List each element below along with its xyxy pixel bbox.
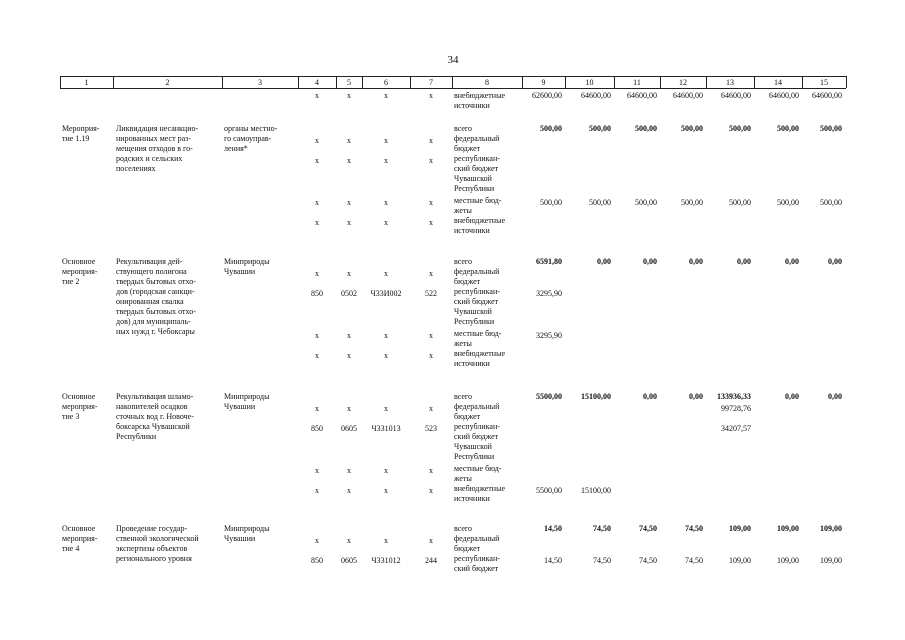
responsible-executor: го самоуправ- xyxy=(224,134,272,143)
budget-code-cell: 850 xyxy=(311,556,323,565)
activity-description: мещения отходов в го- xyxy=(116,144,193,153)
funding-source-label: жеты xyxy=(454,474,472,483)
amount-cell: 500,00 xyxy=(681,198,703,207)
funding-source-label: федеральный xyxy=(454,134,500,143)
budget-code-cell: х xyxy=(315,466,319,475)
activity-name: Основное xyxy=(62,524,96,533)
amount-cell: 500,00 xyxy=(820,198,842,207)
budget-code-cell: Ч331012 xyxy=(371,556,401,565)
budget-code-cell: х xyxy=(347,198,351,207)
column-header-12: 12 xyxy=(679,78,687,87)
amount-cell: 0,00 xyxy=(689,392,703,401)
activity-name: Мероприя- xyxy=(62,124,100,133)
amount-cell: 0,00 xyxy=(597,257,611,266)
funding-source-label: источники xyxy=(454,494,490,503)
amount-cell: 500,00 xyxy=(635,124,657,133)
funding-source-label: источники xyxy=(454,101,490,110)
budget-code-cell: х xyxy=(384,466,388,475)
budget-code-cell: Ч33И002 xyxy=(370,289,402,298)
funding-source-label: всего xyxy=(454,124,473,133)
column-header-13: 13 xyxy=(726,78,734,87)
column-header-14: 14 xyxy=(774,78,782,87)
amount-cell: 64600,00 xyxy=(721,91,751,100)
amount-cell: 0,00 xyxy=(785,392,799,401)
amount-cell: 3295,90 xyxy=(536,289,562,298)
funding-source-label: Республики xyxy=(454,317,495,326)
activity-description: онированная свалка xyxy=(116,297,184,306)
activity-name: Основное xyxy=(62,392,96,401)
funding-source-label: республикан- xyxy=(454,422,500,431)
budget-code-cell: х xyxy=(429,536,433,545)
budget-code-cell: х xyxy=(429,156,433,165)
budget-code-cell: 850 xyxy=(311,424,323,433)
budget-code-cell: х xyxy=(429,198,433,207)
funding-source-label: бюджет xyxy=(454,277,481,286)
amount-cell: 74,50 xyxy=(593,556,611,565)
activity-description: нированных мест раз- xyxy=(116,134,191,143)
activity-description: Рекультивация шламо- xyxy=(116,392,194,401)
responsible-executor: Минприроды xyxy=(224,524,270,533)
budget-code-cell: х xyxy=(347,536,351,545)
column-header-10: 10 xyxy=(585,78,594,87)
amount-cell: 99728,76 xyxy=(721,404,751,413)
amount-cell: 74,50 xyxy=(639,556,657,565)
budget-code-cell: х xyxy=(384,404,388,413)
budget-code-cell: х xyxy=(315,136,319,145)
activity-name: мероприя- xyxy=(62,534,98,543)
column-header-5: 5 xyxy=(347,78,351,87)
amount-cell: 500,00 xyxy=(635,198,657,207)
budget-code-cell: х xyxy=(347,486,351,495)
amount-cell: 6591,80 xyxy=(536,257,562,266)
funding-source-label: федеральный xyxy=(454,534,500,543)
funding-source-label: ский бюджет xyxy=(454,432,499,441)
responsible-executor: органы местно- xyxy=(224,124,278,133)
amount-cell: 500,00 xyxy=(540,198,562,207)
budget-code-cell: х xyxy=(315,91,319,100)
funding-source-label: федеральный xyxy=(454,402,500,411)
amount-cell: 74,50 xyxy=(639,524,657,533)
amount-cell: 64600,00 xyxy=(581,91,611,100)
activity-name: тие 3 xyxy=(62,412,80,421)
budget-code-cell: х xyxy=(384,331,388,340)
budget-code-cell: х xyxy=(347,91,351,100)
amount-cell: 64600,00 xyxy=(769,91,799,100)
funding-source-label: внебюджетные xyxy=(454,349,505,358)
amount-cell: 34207,57 xyxy=(721,424,751,433)
amount-cell: 0,00 xyxy=(828,257,842,266)
funding-source-label: всего xyxy=(454,392,473,401)
activity-description: ственной экологической xyxy=(116,534,199,543)
column-header-4: 4 xyxy=(315,78,319,87)
budget-code-cell: х xyxy=(384,91,388,100)
amount-cell: 15100,00 xyxy=(581,486,611,495)
budget-code-cell: 522 xyxy=(425,289,437,298)
budget-code-cell: х xyxy=(347,156,351,165)
activity-name: тие 1.19 xyxy=(62,134,90,143)
amount-cell: 500,00 xyxy=(589,124,611,133)
budget-code-cell: х xyxy=(315,198,319,207)
amount-cell: 3295,90 xyxy=(536,331,562,340)
budget-code-cell: х xyxy=(315,218,319,227)
funding-source-label: ский бюджет xyxy=(454,297,499,306)
budget-code-cell: х xyxy=(429,91,433,100)
funding-source-label: Чувашской xyxy=(454,307,492,316)
funding-source-label: источники xyxy=(454,359,490,368)
amount-cell: 62600,00 xyxy=(532,91,562,100)
column-header-1: 1 xyxy=(84,78,89,87)
budget-code-cell: х xyxy=(347,269,351,278)
funding-source-label: бюджет xyxy=(454,144,481,153)
column-header-11: 11 xyxy=(633,78,641,87)
activity-description: экспертизы объектов xyxy=(116,544,188,553)
amount-cell: 500,00 xyxy=(729,198,751,207)
amount-cell: 0,00 xyxy=(689,257,703,266)
activity-description: ных нужд г. Чебоксары xyxy=(116,327,195,336)
activity-name: мероприя- xyxy=(62,402,98,411)
activity-description: боксарска Чувашской xyxy=(116,422,190,431)
budget-code-cell: х xyxy=(384,486,388,495)
budget-code-cell: х xyxy=(315,536,319,545)
column-header-15: 15 xyxy=(820,78,828,87)
amount-cell: 5500,00 xyxy=(536,392,562,401)
responsible-executor: ления* xyxy=(224,144,248,153)
activity-description: накопителей осадков xyxy=(116,402,188,411)
activity-name: мероприя- xyxy=(62,267,98,276)
amount-cell: 500,00 xyxy=(729,124,751,133)
amount-cell: 0,00 xyxy=(828,392,842,401)
amount-cell: 74,50 xyxy=(685,556,703,565)
budget-code-cell: х xyxy=(429,486,433,495)
column-header-9: 9 xyxy=(541,78,546,87)
amount-cell: 14,50 xyxy=(544,524,562,533)
activity-name: тие 2 xyxy=(62,277,80,286)
budget-code-cell: х xyxy=(384,198,388,207)
header-top-rule xyxy=(60,76,846,77)
budget-code-cell: х xyxy=(315,486,319,495)
amount-cell: 64600,00 xyxy=(627,91,657,100)
activity-description: Республики xyxy=(116,432,157,441)
responsible-executor: Минприроды xyxy=(224,257,270,266)
amount-cell: 500,00 xyxy=(681,124,703,133)
column-header-2: 2 xyxy=(165,78,170,87)
amount-cell: 500,00 xyxy=(777,124,799,133)
amount-cell: 500,00 xyxy=(820,124,842,133)
funding-source-label: жеты xyxy=(454,339,472,348)
amount-cell: 109,00 xyxy=(729,524,751,533)
amount-cell: 15100,00 xyxy=(581,392,611,401)
funding-source-label: Республики xyxy=(454,452,495,461)
activity-description: поселениях xyxy=(116,164,156,173)
amount-cell: 109,00 xyxy=(777,556,799,565)
budget-code-cell: х xyxy=(429,269,433,278)
amount-cell: 5500,00 xyxy=(536,486,562,495)
funding-source-label: ский бюджет xyxy=(454,564,499,573)
activity-description: родских и сельских xyxy=(116,154,183,163)
funding-source-label: республикан- xyxy=(454,554,500,563)
budget-code-cell: х xyxy=(429,218,433,227)
amount-cell: 500,00 xyxy=(589,198,611,207)
funding-source-label: бюджет xyxy=(454,544,481,553)
funding-source-label: всего xyxy=(454,257,473,266)
amount-cell: 0,00 xyxy=(643,257,657,266)
budget-code-cell: 244 xyxy=(425,556,437,565)
activity-description: твердых бытовых отхо- xyxy=(116,277,196,286)
budget-code-cell: х xyxy=(315,269,319,278)
budget-code-cell: 850 xyxy=(311,289,323,298)
amount-cell: 74,50 xyxy=(593,524,611,533)
budget-code-cell: х xyxy=(315,404,319,413)
funding-source-label: республикан- xyxy=(454,154,500,163)
column-header-3: 3 xyxy=(258,78,262,87)
funding-source-label: ский бюджет xyxy=(454,164,499,173)
responsible-executor: Чувашии xyxy=(224,402,256,411)
activity-description: регионального уровня xyxy=(116,554,192,563)
amount-cell: 0,00 xyxy=(785,257,799,266)
funding-source-label: внебюджетные xyxy=(454,484,505,493)
budget-code-cell: х xyxy=(429,136,433,145)
funding-source-label: республикан- xyxy=(454,287,500,296)
activity-description: ствующего полигона xyxy=(116,267,187,276)
amount-cell: 109,00 xyxy=(820,524,842,533)
header-column-divider xyxy=(846,76,847,88)
budget-code-cell: х xyxy=(347,404,351,413)
funding-source-label: местные бюд- xyxy=(454,196,502,205)
funding-source-label: жеты xyxy=(454,206,472,215)
funding-source-label: федеральный xyxy=(454,267,500,276)
funding-source-label: источники xyxy=(454,226,490,235)
activity-description: сточных вод г. Новоче- xyxy=(116,412,194,421)
funding-source-label: бюджет xyxy=(454,412,481,421)
budget-code-cell: 0605 xyxy=(341,556,357,565)
activity-description: Проведение государ- xyxy=(116,524,188,533)
activity-description: твердых бытовых отхо- xyxy=(116,307,196,316)
funding-source-label: местные бюд- xyxy=(454,464,502,473)
budget-code-cell: х xyxy=(384,218,388,227)
activity-description: Рекультивация дей- xyxy=(116,257,183,266)
amount-cell: 109,00 xyxy=(777,524,799,533)
amount-cell: 133936,33 xyxy=(717,392,751,401)
budget-code-cell: х xyxy=(429,331,433,340)
budget-code-cell: х xyxy=(384,351,388,360)
budget-code-cell: х xyxy=(384,156,388,165)
budget-code-cell: х xyxy=(347,136,351,145)
activity-name: тие 4 xyxy=(62,544,80,553)
funding-source-label: Чувашской xyxy=(454,174,492,183)
amount-cell: 109,00 xyxy=(729,556,751,565)
amount-cell: 64600,00 xyxy=(812,91,842,100)
budget-code-cell: х xyxy=(315,156,319,165)
budget-code-cell: х xyxy=(384,536,388,545)
budget-code-cell: х xyxy=(315,351,319,360)
funding-source-label: Республики xyxy=(454,184,495,193)
amount-cell: 0,00 xyxy=(737,257,751,266)
column-header-8: 8 xyxy=(485,78,489,87)
amount-cell: 64600,00 xyxy=(673,91,703,100)
responsible-executor: Минприроды xyxy=(224,392,270,401)
header-bottom-rule xyxy=(60,88,846,89)
budget-code-cell: х xyxy=(347,331,351,340)
budget-code-cell: х xyxy=(429,404,433,413)
funding-source-label: местные бюд- xyxy=(454,329,502,338)
funding-source-label: всего xyxy=(454,524,473,533)
responsible-executor: Чувашии xyxy=(224,267,256,276)
budget-code-cell: х xyxy=(429,466,433,475)
amount-cell: 500,00 xyxy=(777,198,799,207)
activity-description: дов) для муниципаль- xyxy=(116,317,191,326)
budget-code-cell: х xyxy=(347,466,351,475)
budget-code-cell: 0605 xyxy=(341,424,357,433)
column-header-6: 6 xyxy=(384,78,388,87)
activity-name: Основное xyxy=(62,257,96,266)
amount-cell: 109,00 xyxy=(820,556,842,565)
amount-cell: 14,50 xyxy=(544,556,562,565)
funding-source-label: Чувашской xyxy=(454,442,492,451)
budget-code-cell: х xyxy=(315,331,319,340)
budget-code-cell: Ч331013 xyxy=(371,424,401,433)
budget-code-cell: х xyxy=(384,269,388,278)
amount-cell: 0,00 xyxy=(643,392,657,401)
funding-source-label: внебюджетные xyxy=(454,216,505,225)
budget-code-cell: 0502 xyxy=(341,289,357,298)
responsible-executor: Чувашии xyxy=(224,534,256,543)
budget-code-cell: х xyxy=(384,136,388,145)
amount-cell: 74,50 xyxy=(685,524,703,533)
amount-cell: 500,00 xyxy=(540,124,562,133)
column-header-7: 7 xyxy=(429,78,433,87)
budget-code-cell: 523 xyxy=(425,424,437,433)
page-number: 34 xyxy=(447,54,459,66)
activity-description: дов (городская санкци- xyxy=(116,287,195,296)
budget-code-cell: х xyxy=(347,218,351,227)
budget-code-cell: х xyxy=(347,351,351,360)
activity-description: Ликвидация несанкцио- xyxy=(116,124,199,133)
budget-code-cell: х xyxy=(429,351,433,360)
funding-source-label: внебюджетные xyxy=(454,91,505,100)
